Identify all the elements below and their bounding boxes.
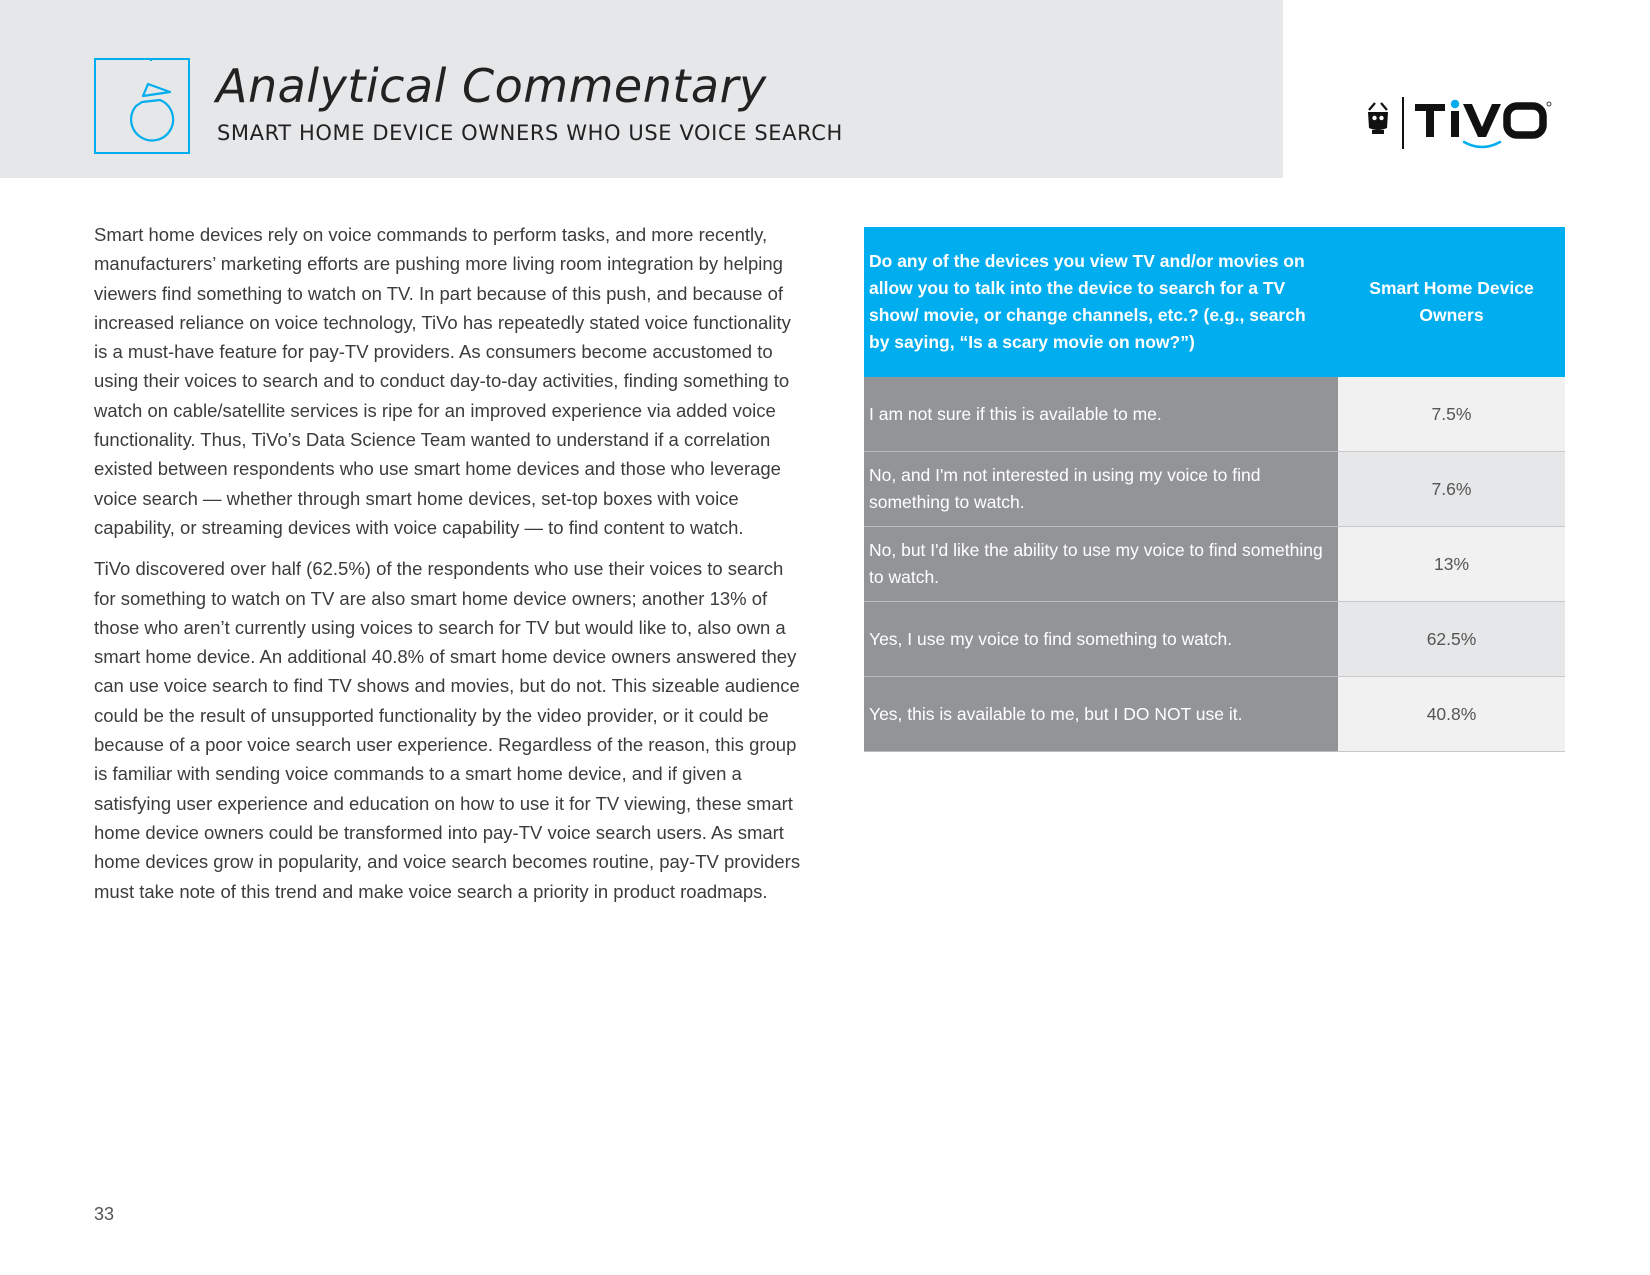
- commentary-text: [94, 220, 802, 918]
- page-subtitle: SMART HOME DEVICE OWNERS WHO USE VOICE SEARCH: [217, 121, 843, 145]
- pie-chart-icon: [94, 58, 190, 154]
- answer-cell: Yes, I use my voice to find something to watch.: [864, 602, 1338, 677]
- page-title: Analytical Commentary: [216, 59, 767, 113]
- survey-results-table: [864, 227, 1565, 752]
- table-row: [864, 452, 1565, 527]
- tivo-logo: [1365, 92, 1567, 154]
- table-header-row: [864, 227, 1565, 377]
- value-cell: 13%: [1338, 527, 1565, 602]
- paragraph-2: TiVo discovered over half (62.5%) of the respondents who use their voices to search for something to watch on TV are also smart home device owners; another 13% of those who aren’t currently using voices to search for TV but would like to, also own a smart home device. An additional 40.8% of smart home device owners answered they can use voice search to find TV shows and movies, but do not. This sizeable audience could be the result of unsupported functionality by the video provider, or it could be because of a poor voice search user experience. Regardless of the reason, this group is familiar with sending voice commands to a smart home device, and if given a satisfying user experience and education on how to use it for TV viewing, these smart home device owners could be transformed into pay-TV voice search users. As smart home devices grow in popularity, and voice search becomes routine, pay-TV providers must take note of this trend and make voice search a priority in product roadmaps.: [94, 558, 801, 902]
- value-cell: 7.5%: [1338, 377, 1565, 452]
- value-cell: 40.8%: [1338, 677, 1565, 752]
- question-header: Do any of the devices you view TV and/or movies on allow you to talk into the device to search for a TV show/ movie, or change channels, etc.? (e.g., search by saying, “Is a scary movie on now?”): [864, 227, 1338, 377]
- table-row: [864, 602, 1565, 677]
- answer-cell: No, and I'm not interested in using my voice to find something to watch.: [864, 452, 1338, 527]
- table-row: [864, 527, 1565, 602]
- answer-cell: No, but I'd like the ability to use my voice to find something to watch.: [864, 527, 1338, 602]
- table-row: [864, 377, 1565, 452]
- owners-column-header: Smart Home Device Owners: [1338, 227, 1565, 377]
- answer-cell: I am not sure if this is available to me.: [864, 377, 1338, 452]
- table-row: [864, 677, 1565, 752]
- paragraph-1: Smart home devices rely on voice commands to perform tasks, and more recently, manufacturers’ marketing efforts are pushing more living room integration by helping viewers find something to watch on TV. In part because of this push, and because of increased reliance on voice technology, TiVo has repeatedly stated voice functionality is a must-have feature for pay-TV providers. As consumers become accustomed to using their voices to search and to conduct day-to-day activities, finding something to watch on cable/satellite services is ripe for an improved experience via added voice functionality. Thus, TiVo’s Data Science Team wanted to understand if a correlation existed between respondents who use smart home devices and those who leverage voice search — whether through smart home devices, set-top boxes with voice capability, or streaming devices with voice capability — to find content to watch.: [94, 224, 791, 538]
- answer-cell: Yes, this is available to me, but I DO NOT use it.: [864, 677, 1338, 752]
- page-number: 33: [94, 1204, 115, 1224]
- value-cell: 7.6%: [1338, 452, 1565, 527]
- value-cell: 62.5%: [1338, 602, 1565, 677]
